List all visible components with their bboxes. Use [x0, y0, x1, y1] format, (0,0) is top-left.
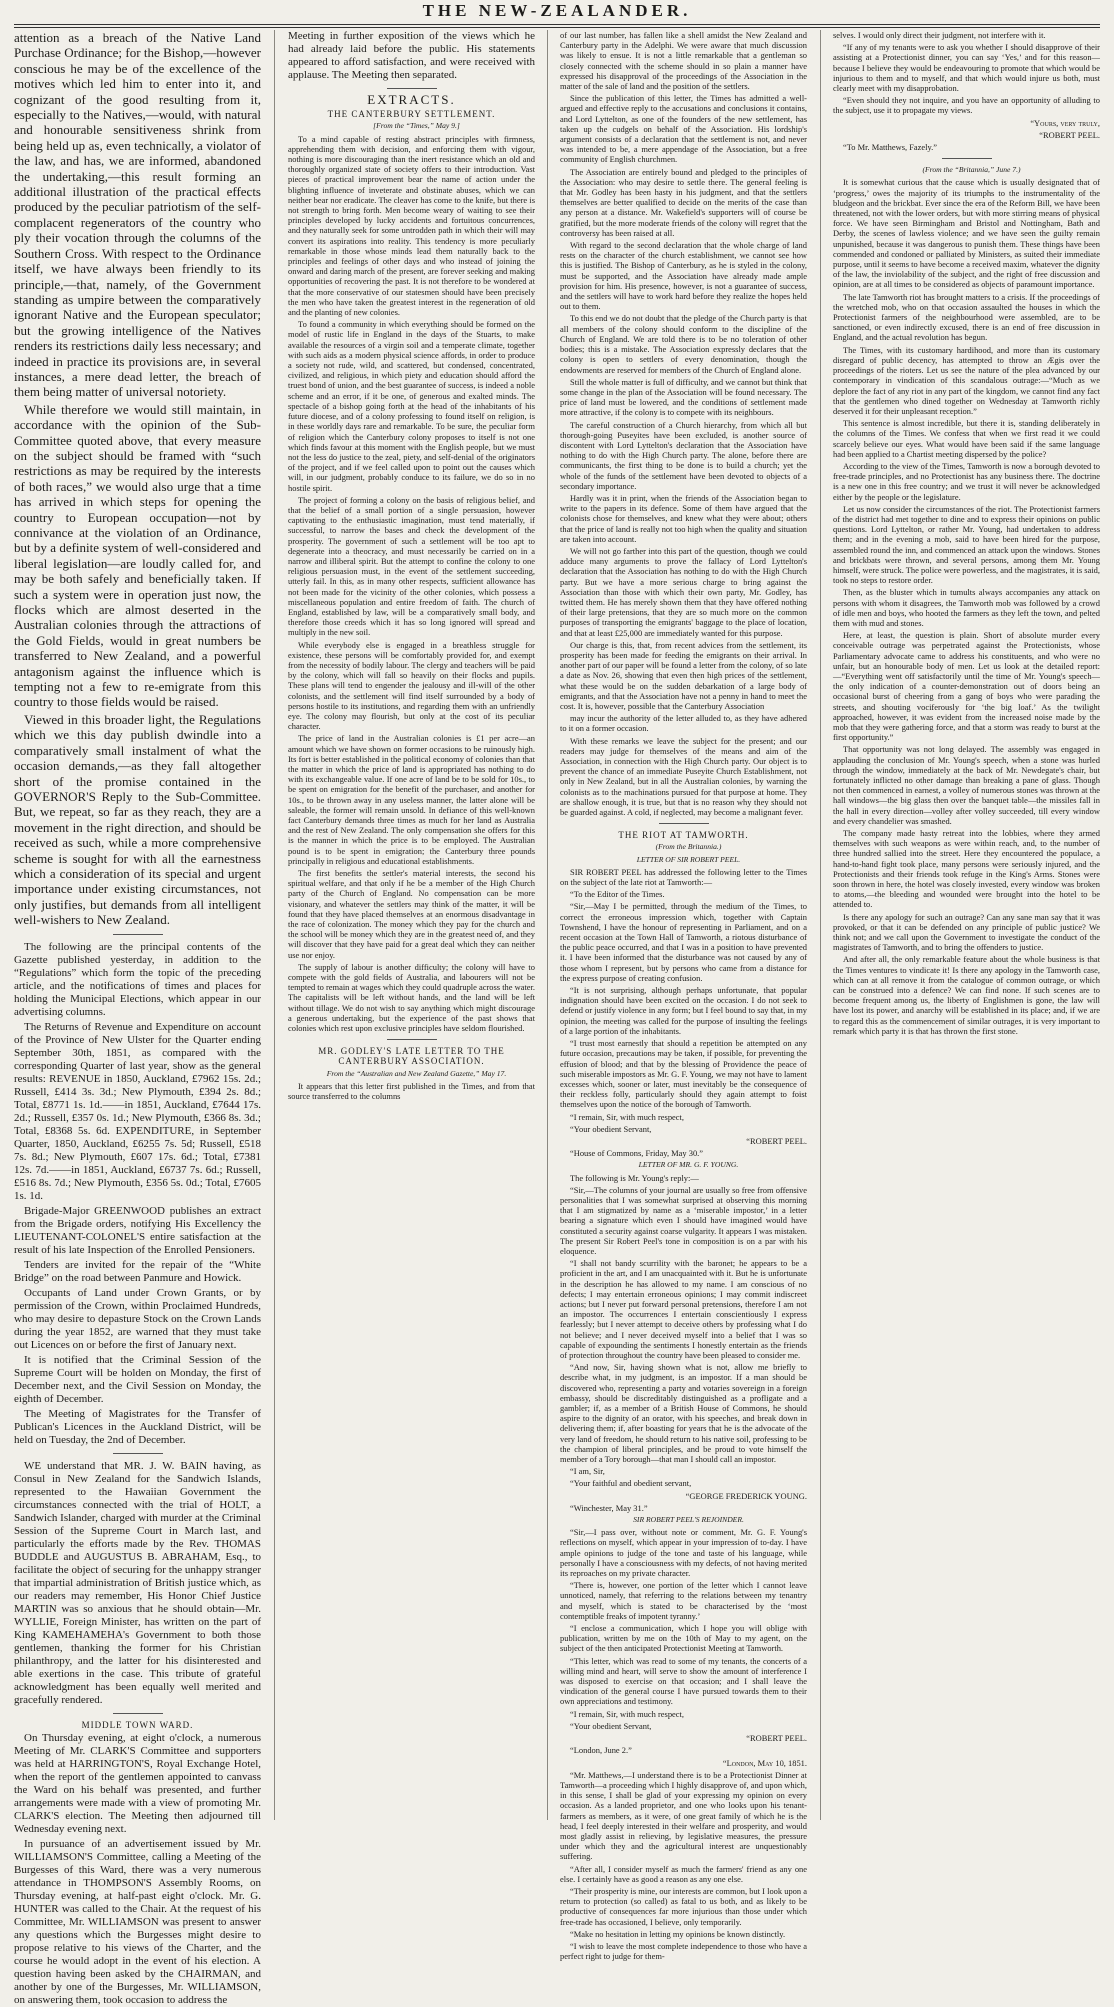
section-rule	[942, 158, 992, 159]
paragraph: The first benefits the settler's material interests, the second his spiritual welfare, and that only if he be a member of the High Church party of the Church of England. No compensation can be more visionary, and whatever the settlers may think of the matter, it will be found that they have placed themselves at an enormous disadvantage in the race of colonization. The money which they pay for the church and the school will be money which they are in the greatest need of, and they will discover that they have paid for a great deal which they can neither use nor enjoy.	[288, 868, 535, 960]
column-3	[560, 30, 807, 1962]
paragraph: Brigade-Major GREENWOOD publishes an extract from the Brigade orders, notifying His Excellency the LIEUTENANT-COLONEL'S entire satisfaction at the result of his late Inspection of the Enrolled Pensioners.	[14, 1204, 261, 1256]
paragraph: “Your obedient Servant,	[570, 1720, 652, 1731]
section-rule	[659, 823, 709, 824]
paragraph: “I am, Sir,	[570, 1466, 605, 1477]
paragraph: The following are the principal contents of the Gazette published yesterday, in addition to the “Regulations” which form the topic of the preceding article, and the notifications of times and places for holding the Municipal Elections, which appear in our advertising columns.	[14, 940, 261, 1018]
masthead	[0, 0, 1114, 22]
paragraph: “Make no hesitation in letting my opinions be known distinctly.	[570, 1928, 786, 1939]
paragraph: To a mind capable of resting abstract principles with firmness, apprehending them with decision, and enforcing them with vigour, nothing is more discouraging than the inert resistance which an old and thoroughly organized state of society offers to their introduction. Vast pieces of practical improvement bear the name of action under the blighting influence of inveterate and obstinate abuses, which we can neither bear nor eradicate. The cleaver has come to the knife, but there is not strength to bring forth. Men become weary of waiting to see their principles developed by lucky accidents and fortuitous concurrences, and they naturally seek for some untrodden path in which their will may convert its aspirations into reality. This tendency is more peculiarly remarkable in those whose minds lead them naturally back to the principles and feelings of other days and who instead of joining the onward and daring march of the present, are forever seeking and making opportunities of recovering the past. It is not therefore to be wondered at that the more conservative of our statesmen should have been precisely the men who have taken the greatest interest in the regeneration of old and the planting of new colonies.	[288, 133, 535, 318]
newspaper-title: THE NEW-ZEALANDER.	[422, 1, 692, 20]
paragraph: “Sir,—May I be permitted, through the medium of the Times, to correct the erroneous impression which, together with Captain Townshend, I have the honour of representing in Parliament, and on a recent occasion at the Town Hall of Tamworth, a riotous disturbance of the public peace occurred, and that I was in a position to have prevented it. I have been informed that the disturbance was not caused by any of those whom I represent, but by persons who came from a distance for the express purpose of creating confusion.	[560, 901, 807, 983]
paragraph: “Sir,—I pass over, without note or comment, Mr. G. F. Young's reflections on myself, which appear in your impression of to-day. I have ample opinions to judge of the tone and taste of his language, while personally I have a consciousness with my defects, of not having merited its reproaches on my private character.	[560, 1527, 807, 1579]
column-divider	[274, 30, 275, 1820]
paragraph: Here, at least, the question is plain. Short of absolute murder every conceivable outrage was perpetrated against the Protectionists, whose Parliamentary advocate came to address his constituents, and who were no unfair, but an honourable body of men. Let us look at the detailed report:—“Everything went off satisfactorily until the time of Mr. Young's speech—the only indication of a counter-demonstration out of doors being an occasional burst of cheering from a gang of boys who were parading the streets, and shouting vociferously for ‘the big loaf.’ As the twilight approached, however, it was evident from the increased noise made by the mob that they were gathering force, and that a storm was ready to burst at the first opportunity.”	[833, 630, 1100, 743]
dateline: “London, May 10, 1851.	[722, 1757, 807, 1768]
paragraph: The company made hasty retreat into the lobbies, where they armed themselves with such weapons as were within reach, and, to the number of three hundred sallied into the street. Here they encountered the populace, a hand-to-hand fight took place, many persons were seriously injured, and the Protectionists and their friends took refuge in the King's Arms. Stones were soon thrown in here, the hotel was closely invested, every window was broken to atoms,—the bleeding and wounded were brought into the hotel to be attended to.	[833, 828, 1100, 910]
paragraph: To this end we do not doubt that the pledge of the Church party is that all members of the colony should conform to the discipline of the Church of England. We are told there is to be no toleration of other bodies; this is a mistake. The Association expressly declares that the colony is open to settlers of every denomination, though the endowments are reserved for members of the Church of England alone.	[560, 313, 807, 375]
paragraph: “I trust most earnestly that should a repetition be attempted on any future occasion, precautions may be taken, if possible, for preventing the effusion of blood; and that by the blessing of Providence the peace of such miserable impostors as Mr. G. F. Young, we may not have to lament excesses which, sooner or later, must inevitably be the consequence of their reckless folly, particularly should they again attempt to foist themselves upon the notice of the borough of Tamworth.	[560, 1038, 807, 1110]
paragraph: “Your faithful and obedient servant,	[570, 1478, 692, 1489]
paragraph: “Mr. Matthews,—I understand there is to be a Protectionist Dinner at Tamworth—a proceeding which I highly disapprove of, and upon which, in this sense, I shall be glad of your expressing my opinion on every occasion. As a landed proprietor, and one who looks upon his tenant-farmers as members, as it were, of one great family of which he is the head, I feel deeply interested in their welfare and prosperity, and would most gladly assist in relieving, by legislative measures, the pressure under which they and the agricultural interest are unquestionably suffering.	[560, 1769, 807, 1862]
paragraph: “I shall not bandy scurrility with the baronet; he appears to be a proficient in the art, and I am unacquainted with it. But he is unfortunate in the description he has allowed to my name. I am conscious of no defects; I may entertain erroneous opinions; I may commit indiscreet actions; but I never put forward personal pretensions, therefore I am not an impostor. The occurrences I entertain conscientiously I express fearlessly; but I never attempt to deceive others by professing what I do not believe; and I never deceived myself into a belief that I was so capable of expounding the sentiments I honestly entertain as the friends of protection throughout the country have been pleased to consider me.	[560, 1258, 807, 1360]
source-line: [From the “Times,” May 9.]	[373, 121, 460, 131]
masthead-rule	[14, 24, 1100, 28]
paragraph: It is notified that the Criminal Session of the Supreme Court will be holden on Monday, the first of December next, and the Civil Session on Monday, the eighth of December.	[14, 1353, 261, 1405]
paragraph: The Times, with its customary hardihood, and more than its customary disregard of public decency, has attempted to throw an Ægis over the proceedings of the rioters. Let us see the nature of the plea advanced by our contemporary in vindication of this scandalous outrage:—“Much as we deplore the fact of any riot in any part of the kingdom, we cannot find any fact that the gentlemen who dined together on Wednesday at Tamworth richly deserved it for their unpleasant reception.”	[833, 344, 1100, 416]
source-line: (From the “Britannia,” June 7.)	[922, 165, 1021, 175]
paragraph: Occupants of Land under Crown Grants, or by permission of the Crown, within Proclaimed Hundreds, who may desire to depasture Stock on the Crown Lands during the year 1852, are warned that they must take out Licences on or before the first of January next.	[14, 1286, 261, 1351]
paragraph: “London, June 2.”	[570, 1745, 632, 1756]
paragraph: That opportunity was not long delayed. The assembly was engaged in applauding the conclusion of Mr. Young's speech, when a stone was hurled through the window, immediately at the back of Mr. Newdegate's chair, but fortunately inflicted no other damage than breaking a pane of glass. Though not then commenced in earnest, a volley of numerous stones was thrown at the hall windows—the big glass then over the banquet table—the missiles fall in the hall in every direction—volley after volley succeeded, till every window and every chandelier was smashed.	[833, 744, 1100, 826]
paragraph: And after all, the only remarkable feature about the whole business is that the Times ventures to vindicate it! Is there any apology in the Tamworth case, which can at all remove it from the catalogue of common outrage, or which can be construed into a defence? We can find none. If such scenes are to become frequent among us, the liberty of Englishmen is gone, the law will have lost its power, and anarchy will be established in its place; and, if we are to regard this as the commencement of similar outrages, it is very important to remark which party it is that has thrown the first stone.	[833, 954, 1100, 1036]
paragraph: “Winchester, May 31.”	[570, 1502, 648, 1513]
paragraph: Hardly was it in print, when the friends of the Association began to write to the papers in its defence. Some of them have argued that the colonists chose for themselves, and knew what they were about; others that the price of land is really not too high when the quality and situation are taken into account.	[560, 492, 807, 544]
signature: “ROBERT PEEL.	[746, 1733, 807, 1744]
paragraph: The Meeting of Magistrates for the Transfer of Publican's Licences in the Auckland District, will be held on Tuesday, the 2nd of December.	[14, 1407, 261, 1446]
section-rule	[387, 88, 437, 89]
section-rule	[387, 1039, 437, 1040]
paragraph: The project of forming a colony on the basis of religious belief, and that the belief of a small portion of a single persuasion, however captivating to the enthusiastic imagination, must tend materially, if successful, to narrow the bases and check the development of the prosperity. The government of such a settlement will be too apt to degenerate into a theocracy, and must necessarily be carried on in a narrow and illiberal spirit. But the attempt to confine the colony to one religious persuasion must, in the event of the settlement succeeding, utterly fail. In this, as in many other respects, sufficient allowance has not been made for the vicinity of the other colonies, which possess a miscellaneous population and entire freedom of faith. The church of England, established by law, will be a comparatively small body, and therefore those creeds which it has so long ignored will spread and multiply in the new soil.	[288, 494, 535, 638]
paragraph: With these remarks we leave the subject for the present; and our readers may judge for themselves of the means and aim of the Association, in connection with the High Church party. Our object is to prevent the chance of an immediate Puseyite Church Establishment, not only in New Zealand, but in all the Australian colonies, by warning the colonists as to the machinations pursued for that purpose at home. They are shallow enough, it is true, but that is no reason why they should not be guarded against. A cold, if neglected, may become a malignant fever.	[560, 735, 807, 818]
paragraph: “Yours, very truly,	[1030, 117, 1100, 128]
paragraph: may incur the authority of the letter alluded to, as they have adhered to it on a former occasion.	[560, 713, 807, 734]
paragraph: Viewed in this broader light, the Regulations which we this day publish dwindle into a comparatively small instalment of what the occasion demands,—as they fall altogether short of the promise contained in the GOVERNOR'S Reply to the Sub-Committee. But, we repeat, so far as they reach, they are a movement in the right direction, and should be received as such, while a more comprehensive scheme is sought for with all the earnestness which a consideration of its special and urgent importance under existing circumstances, not only justifies, but demands from all intelligent well-wishers to New Zealand.	[14, 711, 261, 928]
paragraph: “Sir,—The columns of your journal are usually so free from offensive personalities that I was somewhat surprised at observing this morning that I am stigmatized by name as a ‘miserable impostor,’ in a letter bearing a signature which even I should have imagined would have constituted a security against coarse vulgarity. It appears I was mistaken. The present Sir Robert Peel's tone in composition is on a par with his eloquence.	[560, 1184, 807, 1256]
paragraph: To found a community in which everything should be formed on the model of rustic life in England in the days of the Stuarts, to make available the resources of a virgin soil and a temperate climate, together with such aids as a modern physical science affords, in order to produce a society not rude, wild, and scattered, but condensed, concentrated, civilized, and religious, in which piety and education should afford the truest bond of union, and the best guarantee of success, is indeed a noble scheme and an error, if it be one, of generous and exalted minds. The spectacle of a bishop going forth at the head of the inhabitants of his future diocese, and of a colony professing to found itself on religion, is in these worldly days rare and remarkable. To be sure, the peculiar form of religion which the Canterbury colony proposes to itself is not one which finds favour at this moment with the English people, but we must not the less do justice to the zeal, piety, and self-denial of the originators of the project, and if we feel called upon to point out the causes which will, in our judgment, probably conduce to its failure, we do so in no hostile spirit.	[288, 319, 535, 493]
article-heading: THE RIOT AT TAMWORTH.	[618, 830, 749, 841]
paragraph: “It is not surprising, although perhaps unfortunate, that popular indignation should have been excited on the occasion. I do not seek to defend or justify violence in any form; but I feel bound to say that, in my opinion, the meeting was called for the purpose of insulting the feelings of a large portion of the inhabitants.	[560, 985, 807, 1036]
paragraph: It is somewhat curious that the cause which is usually designated that of ‘progress,’ owes the majority of its triumphs to the instrumentality of the bludgeon and the brickbat. Ever since the era of the Reform Bill, we have been threatened, not with the lower orders, but with more stirring means of physical force. We have seen Birmingham and Bristol and Nottingham, Bath and Derby, the scenes of lawless violence; and we have seen the guilty remain unpunished, because it was dangerous to punish them. These things have been commended and condoned or palliated by Ministers, as suited their immediate purpose, until it seems to have become a received maxim, whatever the dignity of the law, the inviolability of the subject, and the right of free discussion and opinion, are at all times to be considered as objects of paramount importance.	[833, 177, 1100, 290]
paragraph: Our charge is this, that, from recent advices from the settlement, its prosperity has been made for feeding the emigrants on their arrival. In another part of our paper will be found a letter from the colony, of so late a date as Nov. 26, showing that even then high prices of the settlement, what these would be on the sudden debarkation of a large body of emigrants, and that the Association have not a penny in hand to meet the cost. It is, however, possible that the Canterbury Association	[560, 639, 807, 711]
paragraph: selves. I would only direct their judgment, not interfere with it.	[833, 30, 1046, 40]
paragraph: “There is, however, one portion of the letter which I cannot leave unnoticed, namely, that referring to the relations between my tenantry and myself, which is stated to be characterised by the ‘most contemptible freaks of impotent tyranny.’	[560, 1580, 807, 1621]
paragraph: Meeting in further exposition of the views which he had already laid before the public. His statements appeared to afford satisfaction, and were received with applause. The Meeting then separated.	[288, 30, 535, 81]
letter-heading: LETTER OF MR. G. F. YOUNG.	[638, 1160, 739, 1170]
paragraph: With regard to the second declaration that the whole charge of land rests on the character of the church establishment, we cannot see how this is justified. The Bishop of Canterbury, as he is styled in the colony, must be supported, and the Association have already made ample provision for him. His presence, however, is not a guarantee of success, and the settlers will have to work hard before they realize the hopes held out to them.	[560, 240, 807, 312]
paragraph: Tenders are invited for the repair of the “White Bridge” on the road between Panmure and Howick.	[14, 1258, 261, 1284]
article-heading: THE CANTERBURY SETTLEMENT.	[327, 109, 496, 120]
paragraph: While therefore we would still maintain, in accordance with the opinion of the Sub-Committee quoted above, that every measure on the subject should be framed with “such restrictions as may be required by the interests of both races,” we would also urge that a time has arrived in which steps for opening the country to European occupation—not by connivance at the violation of an Ordinance, but by a definite system of well-considered and liberal legislation—are loudly called for, and may be both safely and beneficially taken. If such a system were in operation just now, the flocks which are almost deserted in the Australian colonies through the attractions of the Gold Fields, would in great numbers be transferred to New Zealand, and a powerful antagonism against the influence which is tempting not a few to re-emigrate from this country to those fields would be raised.	[14, 401, 261, 710]
paragraph: “This letter, which was read to some of my tenants, the concerts of a willing mind and heart, will serve to show the amount of interference I was disposed to exercise on that occasion; and I shall leave the vindication of the general course I have pursued towards them to their own appreciations and testimony.	[560, 1655, 807, 1707]
column-divider	[547, 30, 548, 1820]
section-heading: MIDDLE TOWN WARD.	[81, 1719, 194, 1730]
source-line: From the “Australian and New Zealand Gazette,” May 17.	[326, 1068, 507, 1078]
paragraph: “I remain, Sir, with much respect,	[570, 1708, 685, 1719]
column-2	[288, 30, 535, 1825]
paragraph: Let us now consider the circumstances of the riot. The Protectionist farmers of the district had met together to dine and to express their opinions on public questions. Lord Lyttelton, or rather Mr. Young, had undertaken to address them; and in the evening a mob, said to have been hired for the purpose, assembled round the inn, and commenced an attack upon the windows. Stones and brickbats were thrown, and several persons, among them Mr. Young himself, were struck. The police were powerless, and the magistrates, it is said, took no steps to restore order.	[833, 503, 1100, 586]
paragraph: Is there any apology for such an outrage? Can any sane man say that it was provoked, or that it can be defended on any principle of public justice? We think not; and we call upon the Government to investigate the conduct of the magistrates of Tamworth, and to bring the offenders to justice.	[833, 911, 1100, 953]
letter-heading: SIR ROBERT PEEL'S REJOINDER.	[633, 1515, 744, 1525]
paragraph: In pursuance of an advertisement issued by Mr. WILLIAMSON'S Committee, calling a Meeting of the Burgesses of this Ward, there was a very numerous attendance in THOMPSON'S Assembly Rooms, on Thursday evening, at half-past eight o'clock. Mr. G. HUNTER was called to the Chair. At the request of his Committee, Mr. WILLIAMSON was present to answer any questions which the Burgesses might desire to propose relative to his views of the Charter, and the course he would adopt in the event of his election. A question having been asked by the CHAIRMAN, and another by one of the Burgesses, Mr. WILLIAMSON, on answering them, took occasion to address the	[14, 1837, 261, 2006]
paragraph: of our last number, has fallen like a shell amidst the New Zealand and Canterbury party in the Adelphi. We were aware that much discussion was likely to ensue. It is not a little remarkable that a gentleman so closely connected with the scheme should in so plain a manner have expressed his disapproval of the proceedings of the Association in the matter of the sale of land and the position of the settlers.	[560, 30, 807, 92]
paragraph: attention as a breach of the Native Land Purchase Ordinance; for the Bishop,—however conscious he may be of the excellence of the motives which led him to enter into it, and cognizant of the good resulting from it, especially to the Natives,—would, with natural and honourable sensitiveness shrink from being held up as, even technically, a violator of the law, and has, we are informed, abandoned the undertaking,—this result forming an additional illustration of the practical effects produced by the peculiar patriotism of the self-complacent regenerators of the country who ply their vocation through the columns of the Southern Cross. With respect to the Ordinance itself, we have always been friendly to its principle,—that, namely, of the Government standing as umpire between the comparatively ignorant Native and the European speculator; but the growing intelligence of the Natives renders its restrictions daily less necessary; and indeed in practice its provisions are, in several instances, a mere dead letter, the breach of them being matter of universal notoriety.	[14, 30, 261, 400]
paragraph: The supply of labour is another difficulty; the colony will have to compete with the gold fields of Australia, and labourers will not be tempted to remain at wages which they could quadruple across the water. The capitalists will be left without hands, and the land will be left without tillage. We do not wish to say anything which might discourage a generous undertaking, but the experience of the past shows that colonies which rest upon exclusive principles have seldom flourished.	[288, 961, 535, 1034]
extracts-heading: EXTRACTS.	[367, 92, 456, 107]
paragraph: “Your obedient Servant,	[570, 1123, 652, 1134]
paragraph: The Returns of Revenue and Expenditure on account of the Province of New Ulster for the Quarter ending September 30th, 1851, as compared with the corresponding Quarter of last year, show as the general results: REVENUE in 1850, Auckland, £7962 15s. 2d.; Russell, £414 3s. 3d.; New Plymouth, £394 2s. 8d.; Total, £8771 1s. 1d.——in 1851, Auckland, £7644 17s. 2d.; Russell, £357 0s. 1d.; New Plymouth, £366 8s. 3d.; Total, £8368 5s. 6d. EXPENDITURE, in September Quarter, 1850, Auckland, £6255 7s. 5d; Russell, £518 7s. 8d.; New Plymouth, £607 17s. 6d.; Total, £7381 12s. 7d.——in 1851, Auckland, £6737 7s. 6d.; Russell, £516 8s. 7d.; New Plymouth, £356 5s. 0d.; Total, £7605 1s. 1d.	[14, 1020, 261, 1202]
paragraph: Since the publication of this letter, the Times has admitted a well-argued and effective reply to the accusations and conclusions it contains, and Lord Lyttelton, as one of the founders of the new settlement, has taken up the cudgels on behalf of the Association. His lordship's argument consists of a declaration that the settlement is not, and never was intended to be, a mere appendage of the Association, but a free community of English churchmen.	[560, 93, 807, 165]
paragraph: “Their prosperity is mine, our interests are common, but I look upon a return to protection (so called) as fatal to us both, and as likely to be productive of consequences far more injurious than those under which free-trade has occasioned, I believe, only temporarily.	[560, 1885, 807, 1927]
paragraph: “After all, I consider myself as much the farmers' friend as any one else. I certainly have as good a reason as any one else.	[560, 1863, 807, 1884]
column-divider	[820, 30, 821, 1820]
paragraph: “I remain, Sir, with much respect,	[570, 1111, 685, 1122]
paragraph: “To the Editor of the Times.	[570, 889, 665, 900]
section-rule	[113, 934, 163, 935]
paragraph: “And now, Sir, having shown what is not, allow me briefly to describe what, in my judgment, is an impostor. If a man should be discovered who, representing a party and votaries sovereign in a foreign embassy, should be discreditably distinguished as a profligate and a gambler; if, as a member of a British House of Commons, he should aspire to the dignity of an orator, with his speeches, and break down in delivering them; if, after boasting for years that he is the advocate of the very land of freedom, he should return to his native soil, professing to be the champion of liberal principles, and be proud to vote himself the member of a Tory borough—that man I should call an impostor.	[560, 1362, 807, 1465]
paragraph: “To Mr. Matthews, Fazely.”	[843, 142, 937, 153]
signature: “GEORGE FREDERICK YOUNG.	[685, 1490, 807, 1501]
paragraph: “Even should they not inquire, and you have an opportunity of alluding to the subject, use it to propagate my views.	[833, 95, 1100, 116]
paragraph: On Thursday evening, at eight o'clock, a numerous Meeting of Mr. CLARK'S Committee and supporters was held at HARRINGTON'S, Royal Exchange Hotel, when the report of the gentlemen appointed to canvass the Ward on his behalf was presented, and further arrangements were made with a view of promoting Mr. CLARK'S election. The Meeting then adjourned till Wednesday evening next.	[14, 1731, 261, 1835]
paragraph: WE understand that MR. J. W. BAIN having, as Consul in New Zealand for the Sandwich Islands, represented to the Hawaiian Government the circumstances connected with the trial of HOLT, a Sandwich Islander, charged with murder at the Criminal Session of the Supreme Court in March last, and particularly the efforts made by the Rev. THOMAS BUDDLE and AUGUSTUS B. ABRAHAM, Esq., to facilitate the object of securing for the unhappy stranger that impartial administration of British justice which, as our readers may remember, His Honor Chief Justice MARTIN was so anxious that he should obtain—Mr. WYLLIE, Foreign Minister, has written on the part of King KAMEHAMEHA's Government to both those gentlemen, thanking the former for his Christian philanthropy, and the latter for his disinterested and able exertions in the case. This tribute of grateful acknowledgment has been equally well merited and gracefully rendered.	[14, 1459, 261, 1706]
paragraph: It appears that this letter first published in the Times, and from that source transferred to the columns	[288, 1080, 535, 1102]
section-rule	[113, 1453, 163, 1454]
paragraph: The careful construction of a Church hierarchy, from which all but thorough-going Puseyites have been excluded, is another source of discontent with Lord Lyttelton's declaration that the Association have nothing to do with the High Church party. The alone, before there are communicants, the first thing to be done is to build a church; yet the whole of the funds of the settlement have been devoted to objects of a secondary importance.	[560, 419, 807, 491]
paragraph: The late Tamworth riot has brought matters to a crisis. If the proceedings of the wretched mob, who on that occasion assaulted the houses in which the Protectionist farmers of the neighbourhood were assembled, are to be sanctioned, or even indirectly excused, there is an end of free discussion in England, and the actual revolution has begun.	[833, 291, 1100, 343]
paragraph: “I wish to leave the most complete independence to those who have a perfect right to judge for them-	[560, 1940, 807, 1962]
article-heading: MR. GODLEY'S LATE LETTER TO THE CANTERBURY ASSOCIATION.	[318, 1046, 505, 1067]
paragraph: According to the view of the Times, Tamworth is now a borough devoted to free-trade principles, and no Protectionist has any business there. The doctrine is a new one in this free country; and we trust it will never be acknowledged either by the people or the legislature.	[833, 460, 1100, 502]
paragraph: Then, as the bluster which in tumults always accompanies any attack on persons with whom it disagrees, the Tamworth mob was followed by a crowd of idle men and boys, who hooted the farmers as they left the town, and pelted them with mud and stones.	[833, 587, 1100, 628]
paragraph: “I enclose a communication, which I hope you will oblige with publication, written by me on the 10th of May to my agent, on the subject of the then anticipated Protectionist Meeting at Tamworth.	[560, 1623, 807, 1654]
signature: “ROBERT PEEL.	[1039, 129, 1100, 140]
column-4	[833, 30, 1100, 1825]
paragraph: The following is Mr. Young's reply:—	[570, 1172, 699, 1183]
paragraph: SIR ROBERT PEEL has addressed the following letter to the Times on the subject of the late riot at Tamworth:—	[560, 866, 807, 888]
paragraph: The Association are entirely bound and pledged to the principles of the Association: who may desire to settle there. The general feeling is that Mr. Godley has been hasty in his judgment, and that the settlers themselves are better qualified to decide on the merits of the case than any person at a distance. Mr. Wakefield's supporters will of course be gratified, but the more moderate friends of the colony will regret that the controversy has been raised at all.	[560, 166, 807, 238]
signature: “ROBERT PEEL.	[746, 1135, 807, 1146]
paragraph: Still the whole matter is full of difficulty, and we cannot but think that some change in the plan of the Association will be found necessary. The price of land must be lowered, and the conditions of settlement made more attractive, if the colony is to compete with its neighbours.	[560, 376, 807, 418]
paragraph: This sentence is almost incredible, but there it is, standing deliberately in the columns of the Times. We confess that when we first read it we could scarcely believe our eyes. What would have been said if the same language had been applied to a Chartist meeting dispersed by the police?	[833, 418, 1100, 459]
paragraph: “House of Commons, Friday, May 30.”	[570, 1148, 704, 1159]
column-1	[14, 30, 261, 2006]
letter-heading: LETTER OF SIR ROBERT PEEL.	[636, 854, 741, 864]
paragraph: “If any of my tenants were to ask you whether I should disapprove of their assisting at a Protectionist dinner, you can say ‘Yes,’ and for this reason—because I believe they would be endeavouring to promote that which would be injurious to them and to myself, and that which would injure us both, must clearly meet with my disapprobation.	[833, 42, 1100, 94]
section-rule	[113, 1713, 163, 1714]
paragraph: While everybody else is engaged in a breathless struggle for existence, these persons will be comfortably provided for, and exempt from the necessity of bodily labour. The clergy and teachers will be paid by the colony, which will fall so heavily on their flocks and pupils. These plans will tend to engender the jealousy and ill-will of the other colonists, and the settlement will find itself surrounded by a body of persons hostile to its institutions, and regarding them with an unfriendly eye. The colony may flourish, but only at the cost of its peculiar character.	[288, 639, 535, 732]
paragraph: We will not go farther into this part of the question, though we could adduce many arguments to prove the fallacy of Lord Lyttelton's declaration that the Association has nothing to do with the High Church party. But we have a more serious charge to bring against the Association than those with which their own party, Mr. Godley, has twitted them. He has merely shown them that they have offered nothing of their large pretensions, that they are so much more on the common purposes of transporting the emigrants' baggage to the place of location, and that at least £25,000 are immediately wanted for this purpose.	[560, 545, 807, 638]
paragraph: The price of land in the Australian colonies is £1 per acre—an amount which we have shown on former occasions to be ruinously high. Its fort is better established in the political economy of colonies than that the matter in which the price of land is appropriated has nothing to do with its exchangeable value. If one acre of land be to be sold for 10s., to be spent on emigration for the benefit of the purchaser, and another for 10s., to be thrown away in any useless manner, the latter alone will be saleable, the former will remain unsold. In defiance of this well-known fact Canterbury demands three times as much for her land as Australia and the rest of New Zealand. The only compensation she offers for this is the manner in which the price is to be employed. The Australian pound is to be spent in emigration; the Canterbury three pounds principally in religious and educational establishments.	[288, 733, 535, 866]
source-line: (From the Britannia.)	[655, 842, 722, 852]
